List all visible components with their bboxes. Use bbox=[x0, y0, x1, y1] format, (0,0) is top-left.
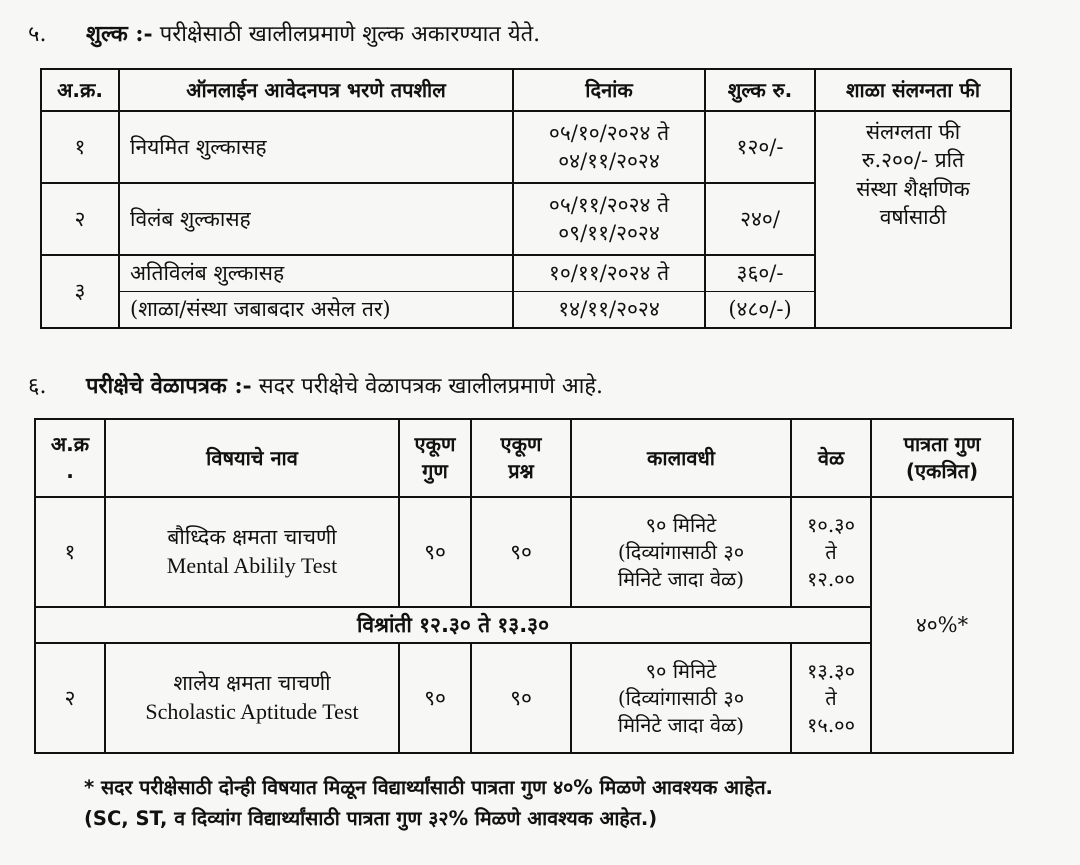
time-separator: ते bbox=[825, 685, 837, 710]
timetable-row-subject bbox=[105, 497, 399, 607]
duration-line: (दिव्यांगासाठी ३० bbox=[617, 685, 745, 710]
timetable-header-qualify-line2: (एकत्रित) bbox=[905, 459, 979, 483]
section-5-title: शुल्क :- bbox=[86, 21, 153, 47]
timetable-row-subject-en: Mental Abilily Test bbox=[166, 553, 338, 579]
fee-row-date-start: ०५/११/२०२४ ते bbox=[548, 192, 670, 217]
fee-header-detail: ऑनलाईन आवेदनपत्र भरणे तपशील bbox=[119, 69, 513, 111]
time-end: १२.०० bbox=[807, 566, 855, 591]
fee-row-amount-alt: (४८०/-) bbox=[706, 291, 814, 327]
timetable-row-questions: ९० bbox=[471, 643, 571, 753]
qualifying-note bbox=[84, 772, 1064, 834]
timetable-header-marks bbox=[399, 419, 471, 497]
time-start: १३.३० bbox=[807, 658, 855, 683]
fee-row-detail-main: अतिविलंब शुल्कासह bbox=[130, 261, 285, 285]
timetable-header-no bbox=[35, 419, 105, 497]
timetable-row-subject-en: Scholastic Aptitude Test bbox=[145, 699, 359, 725]
fee-row-detail bbox=[119, 255, 513, 328]
fee-row-no: २ bbox=[41, 183, 119, 255]
fee-row-detail: विलंब शुल्कासह bbox=[119, 183, 513, 255]
note-line-2: (SC, ST, व दिव्यांग विद्यार्थ्यांसाठी पात्रता गुण ३२% मिळणे आवश्यक आहेत.) bbox=[84, 807, 658, 831]
timetable-row-marks: ९० bbox=[399, 643, 471, 753]
duration-line: मिनिटे जादा वेळ) bbox=[617, 712, 745, 737]
timetable-row bbox=[35, 497, 1013, 607]
affiliation-line: संस्था शैक्षणिक bbox=[856, 176, 970, 201]
timetable-header-qualify-line1: पात्रता गुण bbox=[903, 432, 981, 456]
section-6-number: ६. bbox=[28, 374, 47, 399]
fee-row-date bbox=[513, 255, 705, 328]
affiliation-fee-cell bbox=[815, 111, 1011, 328]
section-5-heading bbox=[28, 18, 540, 48]
fee-row-date-start: १०/११/२०२४ ते bbox=[548, 261, 670, 285]
timetable-header-duration: कालावधी bbox=[571, 419, 791, 497]
affiliation-line: संलग्लता फी bbox=[865, 120, 961, 144]
timetable-row-subject bbox=[105, 643, 399, 753]
timetable-row-no: २ bbox=[35, 643, 105, 753]
fee-row-date bbox=[513, 111, 705, 183]
timetable-header-questions-line2: प्रश्न bbox=[508, 459, 534, 483]
duration-line: ९० मिनिटे bbox=[645, 512, 717, 537]
timetable-header-qualify bbox=[871, 419, 1013, 497]
affiliation-line: रु.२००/- प्रति bbox=[861, 148, 965, 173]
fee-row-date-end: ०९/११/२०२४ bbox=[558, 221, 660, 245]
timetable-header-marks-line1: एकूण bbox=[414, 432, 456, 456]
duration-line: ९० मिनिटे bbox=[645, 658, 717, 683]
break-row bbox=[35, 607, 1013, 643]
timetable-row-marks: ९० bbox=[399, 497, 471, 607]
affiliation-line: वर्षासाठी bbox=[879, 205, 947, 230]
timetable-row-questions: ९० bbox=[471, 497, 571, 607]
timetable-row-duration bbox=[571, 643, 791, 753]
fee-row-no: १ bbox=[41, 111, 119, 183]
fee-header-no: अ.क्र. bbox=[41, 69, 119, 111]
fee-header-date: दिनांक bbox=[513, 69, 705, 111]
section-6-title: परीक्षेचे वेळापत्रक :- bbox=[86, 373, 252, 399]
fee-header-row bbox=[41, 69, 1011, 111]
fee-row-no: ३ bbox=[41, 255, 119, 328]
section-6-text: सदर परीक्षेचे वेळापत्रक खालीलप्रमाणे आहे. bbox=[251, 374, 604, 399]
timetable-table bbox=[34, 418, 1014, 754]
timetable-qualify-cell: ४०%* bbox=[871, 497, 1013, 753]
fee-row-detail-note: (शाळा/संस्था जबाबदार असेल तर) bbox=[120, 291, 512, 327]
fee-row-amount: २४०/ bbox=[705, 183, 815, 255]
fee-header-affiliation: शाळा संलग्नता फी bbox=[815, 69, 1011, 111]
timetable-row-subject-mr: बौध्दिक क्षमता चाचणी bbox=[167, 524, 337, 549]
timetable-row-no: १ bbox=[35, 497, 105, 607]
note-line-1: * सदर परीक्षेसाठी दोन्ही विषयात मिळून विद्यार्थ्यांसाठी पात्रता गुण ४०% मिळणे आवश्यक आहेत. bbox=[84, 776, 773, 799]
timetable-row bbox=[35, 643, 1013, 753]
time-end: १५.०० bbox=[807, 712, 855, 737]
timetable-header-time: वेळ bbox=[791, 419, 871, 497]
time-separator: ते bbox=[825, 539, 837, 564]
timetable-row-time bbox=[791, 643, 871, 753]
fee-header-fee: शुल्क रु. bbox=[705, 69, 815, 111]
timetable-row-subject-mr: शालेय क्षमता चाचणी bbox=[173, 670, 331, 695]
timetable-header-questions bbox=[471, 419, 571, 497]
time-start: १०.३० bbox=[807, 512, 855, 537]
section-6-heading bbox=[28, 370, 603, 400]
break-text: विश्रांती १२.३० ते १३.३० bbox=[35, 607, 871, 643]
fee-row-amount-main: ३६०/- bbox=[736, 261, 784, 285]
timetable-row-time bbox=[791, 497, 871, 607]
fee-row-date bbox=[513, 183, 705, 255]
duration-line: (दिव्यांगासाठी ३० bbox=[617, 539, 745, 564]
timetable-header-marks-line2: गुण bbox=[422, 459, 448, 483]
fee-row-date-end: ०४/११/२०२४ bbox=[558, 149, 660, 173]
timetable-header-no-dot: . bbox=[66, 459, 74, 483]
fee-row-amount: १२०/- bbox=[705, 111, 815, 183]
fee-row-amount bbox=[705, 255, 815, 328]
fee-row-date-start: ०५/१०/२०२४ ते bbox=[548, 120, 670, 145]
fee-table bbox=[40, 68, 1012, 329]
section-5-text: परीक्षेसाठी खालीलप्रमाणे शुल्क अकारण्यात येते. bbox=[152, 22, 541, 47]
timetable-header-questions-line1: एकूण bbox=[500, 432, 542, 456]
timetable-header-no-text: अ.क्र bbox=[50, 432, 90, 456]
fee-row-date-end: १४/११/२०२४ bbox=[514, 291, 704, 327]
fee-row-detail: नियमित शुल्कासह bbox=[119, 111, 513, 183]
section-5-number: ५. bbox=[28, 22, 47, 47]
duration-line: मिनिटे जादा वेळ) bbox=[617, 566, 745, 591]
timetable-header-subject: विषयाचे नाव bbox=[105, 419, 399, 497]
timetable-header-row bbox=[35, 419, 1013, 497]
fee-row bbox=[41, 111, 1011, 183]
timetable-row-duration bbox=[571, 497, 791, 607]
